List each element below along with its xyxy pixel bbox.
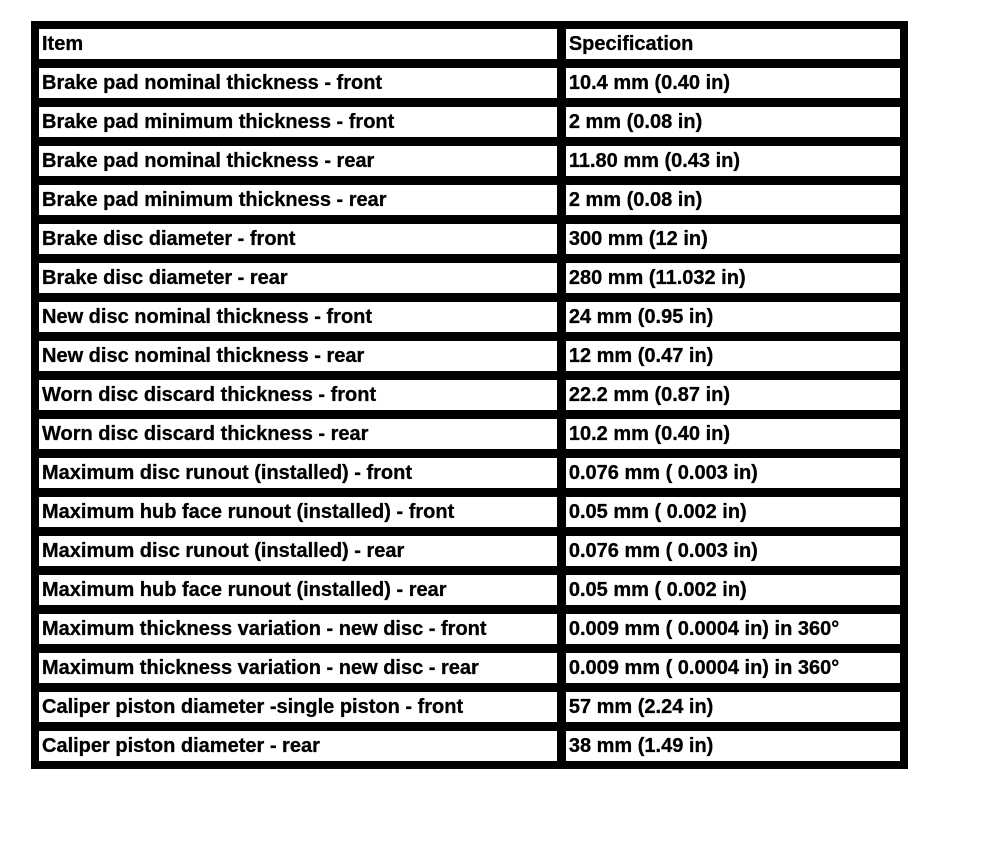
item-cell: Maximum thickness variation - new disc - front xyxy=(36,611,560,647)
specification-cell: 0.05 mm ( 0.002 in) xyxy=(563,572,903,608)
item-cell: Brake pad nominal thickness - front xyxy=(36,65,560,101)
table-row xyxy=(36,689,903,725)
table-row xyxy=(36,299,903,335)
specification-cell: 280 mm (11.032 in) xyxy=(563,260,903,296)
specification-cell: 0.009 mm ( 0.0004 in) in 360° xyxy=(563,611,903,647)
specification-cell: 300 mm (12 in) xyxy=(563,221,903,257)
specification-cell: 0.076 mm ( 0.003 in) xyxy=(563,455,903,491)
specification-cell: 12 mm (0.47 in) xyxy=(563,338,903,374)
table-row xyxy=(36,260,903,296)
specification-cell: 11.80 mm (0.43 in) xyxy=(563,143,903,179)
table-row xyxy=(36,416,903,452)
item-cell: Brake pad nominal thickness - rear xyxy=(36,143,560,179)
item-cell: New disc nominal thickness - front xyxy=(36,299,560,335)
specification-cell: 38 mm (1.49 in) xyxy=(563,728,903,764)
item-cell: Brake disc diameter - front xyxy=(36,221,560,257)
specification-cell: 0.05 mm ( 0.002 in) xyxy=(563,494,903,530)
table-row xyxy=(36,377,903,413)
specification-cell: 22.2 mm (0.87 in) xyxy=(563,377,903,413)
specification-cell: 0.009 mm ( 0.0004 in) in 360° xyxy=(563,650,903,686)
item-cell: Brake pad minimum thickness - front xyxy=(36,104,560,140)
table-row xyxy=(36,494,903,530)
item-cell: Worn disc discard thickness - rear xyxy=(36,416,560,452)
item-cell: Maximum disc runout (installed) - front xyxy=(36,455,560,491)
table-row xyxy=(36,572,903,608)
specification-cell: 57 mm (2.24 in) xyxy=(563,689,903,725)
table-row xyxy=(36,221,903,257)
table-header-row xyxy=(36,26,903,62)
table-row xyxy=(36,182,903,218)
specification-cell: 2 mm (0.08 in) xyxy=(563,182,903,218)
table-body xyxy=(36,26,903,764)
item-cell: Caliper piston diameter - rear xyxy=(36,728,560,764)
table-row xyxy=(36,338,903,374)
specification-cell: 10.2 mm (0.40 in) xyxy=(563,416,903,452)
table-row xyxy=(36,611,903,647)
item-cell: Maximum disc runout (installed) - rear xyxy=(36,533,560,569)
table-row xyxy=(36,143,903,179)
specification-cell: 24 mm (0.95 in) xyxy=(563,299,903,335)
specification-cell: 2 mm (0.08 in) xyxy=(563,104,903,140)
table-row xyxy=(36,455,903,491)
specification-cell: 0.076 mm ( 0.003 in) xyxy=(563,533,903,569)
item-cell: Maximum hub face runout (installed) - rear xyxy=(36,572,560,608)
item-cell: New disc nominal thickness - rear xyxy=(36,338,560,374)
table-row xyxy=(36,65,903,101)
item-cell: Maximum hub face runout (installed) - front xyxy=(36,494,560,530)
item-cell: Caliper piston diameter -single piston - front xyxy=(36,689,560,725)
specification-cell: 10.4 mm (0.40 in) xyxy=(563,65,903,101)
item-cell: Brake disc diameter - rear xyxy=(36,260,560,296)
table-row xyxy=(36,533,903,569)
item-cell: Maximum thickness variation - new disc - rear xyxy=(36,650,560,686)
specification-table xyxy=(31,21,908,769)
table-row xyxy=(36,728,903,764)
header-item: Item xyxy=(36,26,560,62)
table-row xyxy=(36,650,903,686)
item-cell: Brake pad minimum thickness - rear xyxy=(36,182,560,218)
table-row xyxy=(36,104,903,140)
header-specification: Specification xyxy=(563,26,903,62)
item-cell: Worn disc discard thickness - front xyxy=(36,377,560,413)
